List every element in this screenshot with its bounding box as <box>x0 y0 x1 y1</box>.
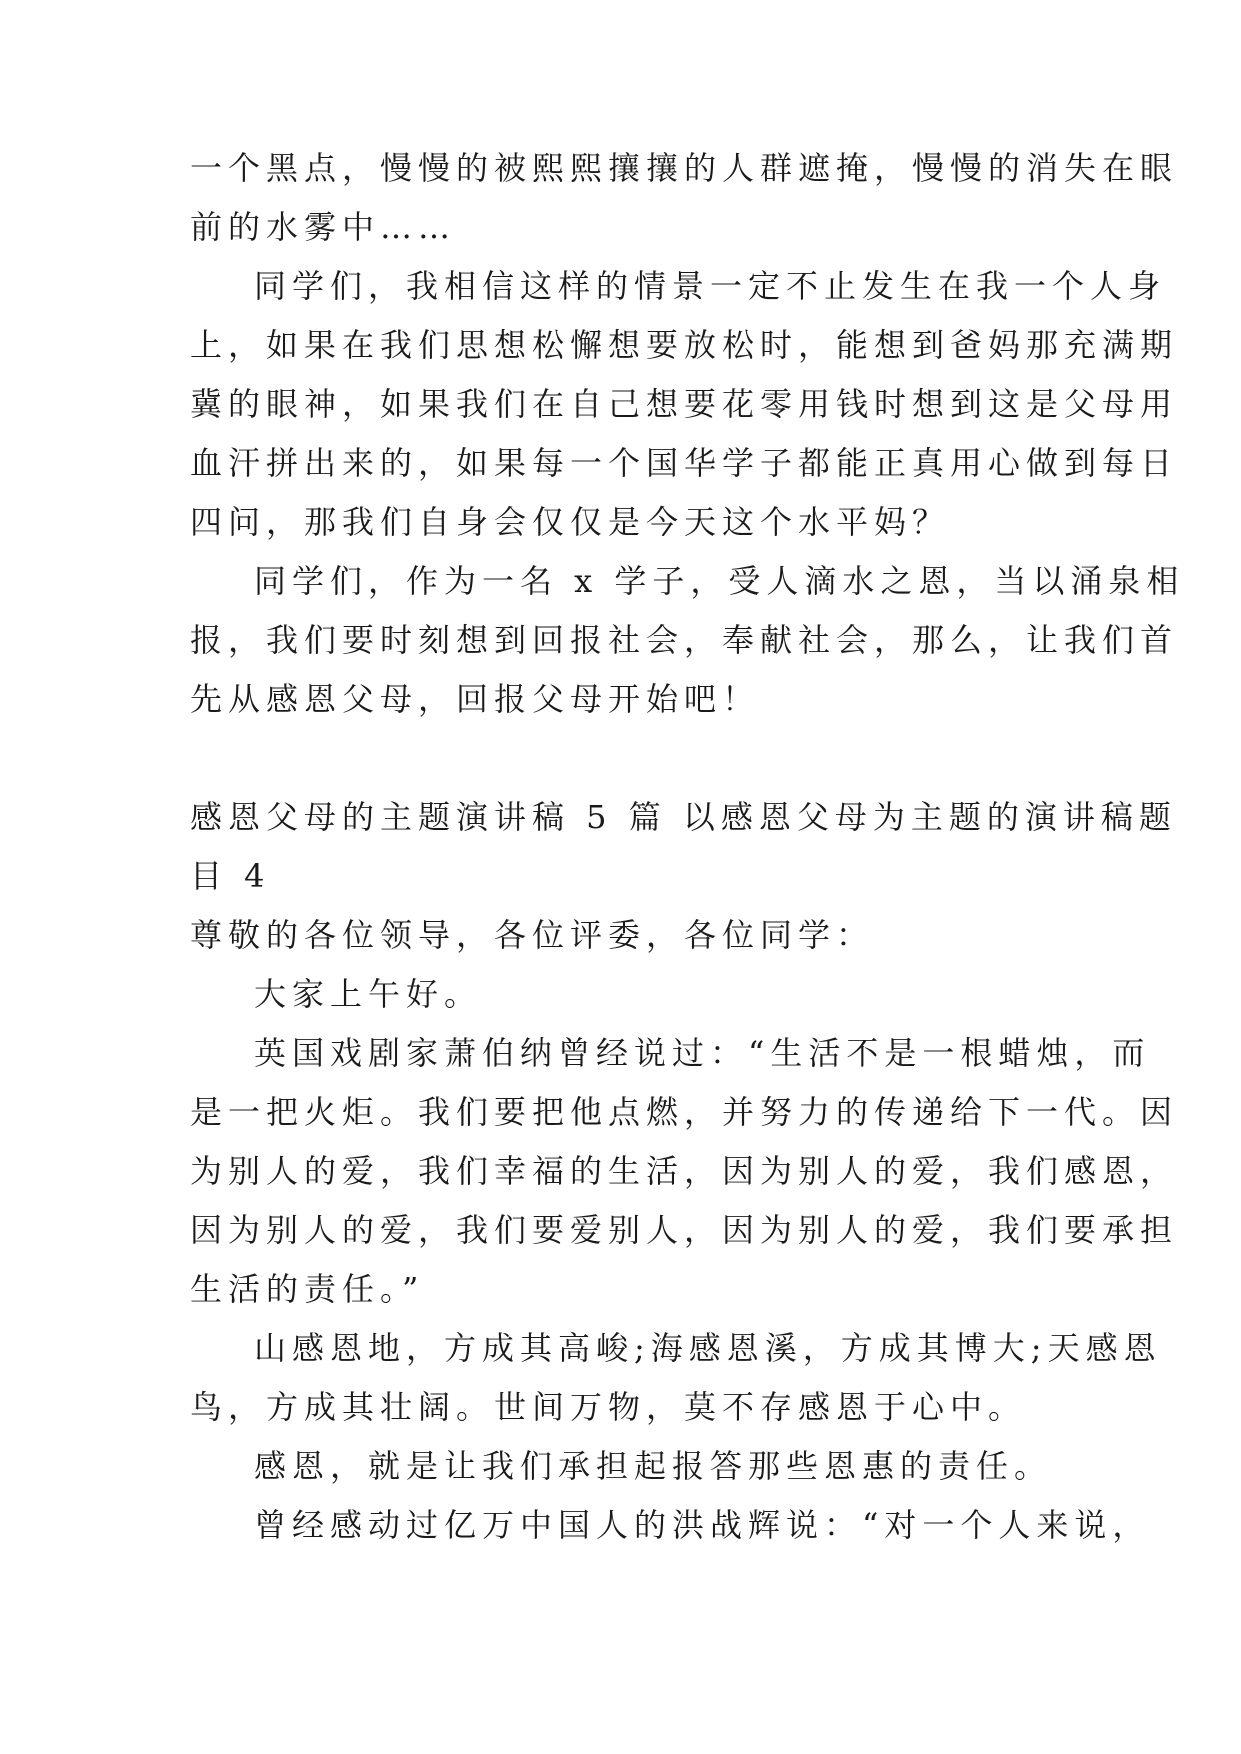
text-line: 因为别人的爱，我们要爱别人，因为别人的爱，我们要承担 <box>190 1211 1179 1249</box>
text-line: 山感恩地，方成其高峻;海感恩溪，方成其博大;天感恩 <box>254 1329 1162 1367</box>
text-line: 前的水雾中…… <box>190 208 457 246</box>
greeting: 大家上午好。 <box>254 975 483 1013</box>
text-line: 生活的责任。” <box>190 1270 425 1308</box>
text-line: 英国戏剧家萧伯纳曾经说过：“生活不是一根蜡烛，而 <box>254 1034 1151 1072</box>
text-line: 四问，那我们自身会仅仅是今天这个水平妈？ <box>190 503 951 541</box>
text-line: 上，如果在我们思想松懈想要放松时，能想到爸妈那充满期 <box>190 326 1179 364</box>
text-line: 曾经感动过亿万中国人的洪战辉说：“对一个人来说， <box>254 1506 1151 1544</box>
text-line: 为别人的爱，我们幸福的生活，因为别人的爱，我们感恩， <box>190 1152 1179 1190</box>
text-line: 一个黑点，慢慢的被熙熙攘攘的人群遮掩，慢慢的消失在眼 <box>190 149 1179 187</box>
text-line: 先从感恩父母，回报父母开始吧！ <box>190 680 761 718</box>
text-line: 鸟，方成其壮阔。世间万物，莫不存感恩于心中。 <box>190 1388 1027 1426</box>
text-line: 感恩，就是让我们承担起报答那些恩惠的责任。 <box>254 1447 1053 1485</box>
salutation: 尊敬的各位领导，各位评委，各位同学： <box>190 916 875 954</box>
text-line: 同学们，我相信这样的情景一定不止发生在我一个人身 <box>254 267 1167 305</box>
section-heading: 目 4 <box>190 857 271 895</box>
text-line: 同学们，作为一名 x 学子，受人滴水之恩，当以涌泉相 <box>254 562 1185 600</box>
section-heading: 感恩父母的主题演讲稿 5 篇 以感恩父母为主题的演讲稿题 <box>190 798 1177 836</box>
text-line: 冀的眼神，如果我们在自己想要花零用钱时想到这是父母用 <box>190 385 1179 423</box>
text-line: 报，我们要时刻想到回报社会，奉献社会，那么，让我们首 <box>190 621 1179 659</box>
text-line: 是一把火炬。我们要把他点燃，并努力的传递给下一代。因 <box>190 1093 1179 1131</box>
text-line: 血汗拼出来的，如果每一个国华学子都能正真用心做到每日 <box>190 444 1179 482</box>
